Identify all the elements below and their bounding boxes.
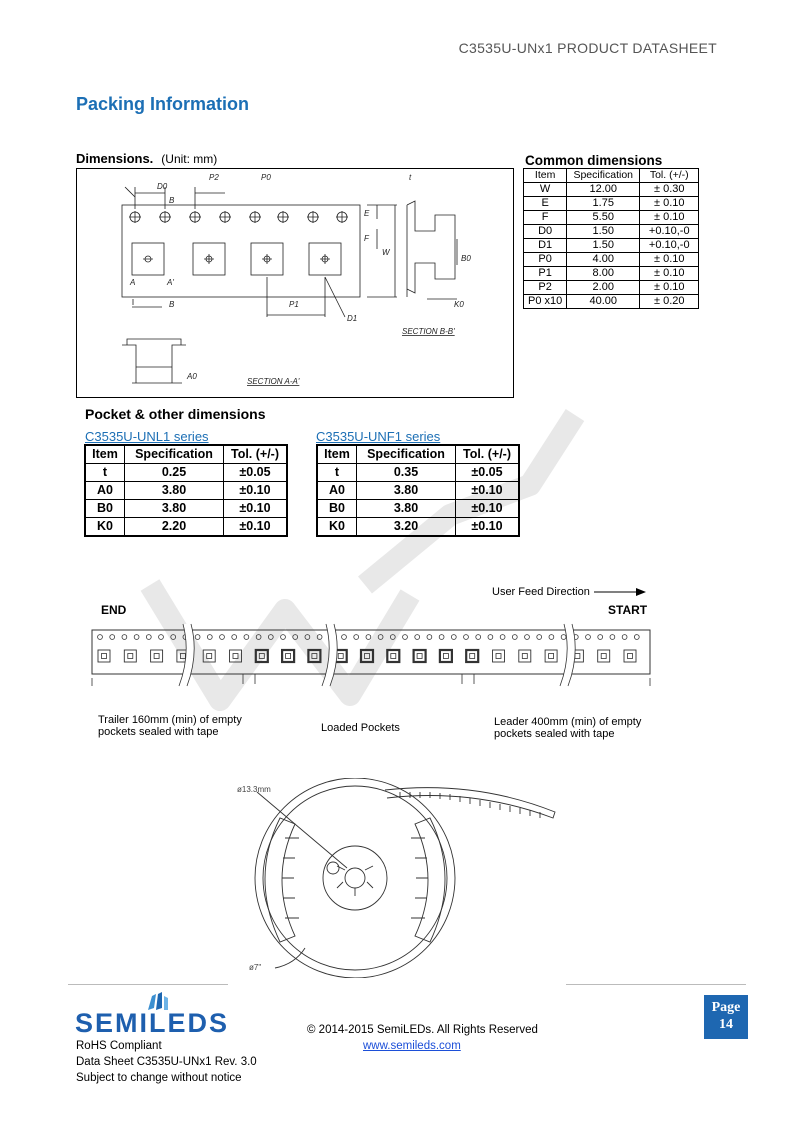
sprocket-hole bbox=[98, 635, 103, 640]
table-row bbox=[317, 500, 519, 518]
leader-description bbox=[494, 716, 641, 740]
footer-divider-left bbox=[68, 984, 228, 985]
label-e: E bbox=[364, 209, 370, 218]
cell-spec: 3.80 bbox=[357, 500, 456, 518]
cell-tol: ±0.05 bbox=[456, 464, 520, 482]
label-t: t bbox=[409, 173, 412, 182]
sprocket-hole bbox=[134, 635, 139, 640]
pocket-table-unl1 bbox=[84, 444, 288, 537]
sprocket-hole bbox=[488, 635, 493, 640]
cell-item: B0 bbox=[85, 500, 125, 518]
label-p1: P1 bbox=[289, 300, 299, 309]
sprocket-hole bbox=[476, 635, 481, 640]
table-row bbox=[524, 225, 699, 239]
label-p2: P2 bbox=[209, 173, 219, 182]
common-dimensions-table bbox=[523, 168, 699, 309]
sprocket-hole bbox=[293, 635, 298, 640]
header-item: Item bbox=[85, 445, 125, 464]
sprocket-hole bbox=[207, 635, 212, 640]
cell-spec: 0.35 bbox=[357, 464, 456, 482]
page-number-badge bbox=[704, 995, 748, 1039]
carrier-tape-diagram bbox=[88, 622, 654, 688]
cell-spec: 8.00 bbox=[567, 267, 640, 281]
cell-tol: ±0.10 bbox=[224, 518, 288, 537]
sprocket-hole bbox=[537, 635, 542, 640]
cell-item: B0 bbox=[317, 500, 357, 518]
cell-item: D1 bbox=[524, 239, 567, 253]
table-row bbox=[524, 239, 699, 253]
header-spec: Specification bbox=[357, 445, 456, 464]
cell-item: K0 bbox=[317, 518, 357, 537]
footer-divider-right bbox=[566, 984, 746, 985]
label-b-bottom: B bbox=[169, 300, 175, 309]
table-row bbox=[524, 267, 699, 281]
header-item: Item bbox=[317, 445, 357, 464]
label-d1: D1 bbox=[347, 314, 358, 323]
cell-spec: 3.80 bbox=[125, 482, 224, 500]
tape-start-label: START bbox=[608, 603, 648, 617]
sprocket-hole bbox=[159, 635, 164, 640]
trailer-description bbox=[98, 714, 242, 738]
label-w: W bbox=[382, 248, 390, 257]
sprocket-hole bbox=[451, 635, 456, 640]
table-row bbox=[85, 518, 287, 537]
sprocket-hole bbox=[427, 635, 432, 640]
page-number: 14 bbox=[719, 1017, 733, 1032]
cell-item: P1 bbox=[524, 267, 567, 281]
cell-item: P2 bbox=[524, 281, 567, 295]
copyright-text: © 2014-2015 SemiLEDs. All Rights Reserved bbox=[307, 1024, 538, 1036]
cell-spec: 12.00 bbox=[567, 183, 640, 197]
loaded-pocket bbox=[256, 650, 268, 662]
table-header-row bbox=[317, 445, 519, 464]
sprocket-hole bbox=[281, 635, 286, 640]
header-tol: Tol. (+/-) bbox=[456, 445, 520, 464]
empty-pocket bbox=[545, 650, 557, 662]
cell-tol: ± 0.10 bbox=[640, 211, 699, 225]
cell-spec: 0.25 bbox=[125, 464, 224, 482]
sprocket-hole bbox=[439, 635, 444, 640]
cell-spec: 4.00 bbox=[567, 253, 640, 267]
dimensions-drawing bbox=[76, 168, 514, 398]
table-row bbox=[524, 183, 699, 197]
sprocket-hole bbox=[244, 635, 249, 640]
label-p0: P0 bbox=[261, 173, 271, 182]
label-section-aa: SECTION A-A' bbox=[247, 377, 300, 386]
semileds-logo: SEMILEDS bbox=[75, 1008, 230, 1038]
label-section-bb: SECTION B-B' bbox=[402, 327, 455, 336]
sprocket-hole bbox=[622, 635, 627, 640]
common-dimensions-title: Common dimensions bbox=[525, 153, 663, 168]
sprocket-hole bbox=[390, 635, 395, 640]
sprocket-hole bbox=[354, 635, 359, 640]
cell-item: E bbox=[524, 197, 567, 211]
cell-spec: 3.80 bbox=[357, 482, 456, 500]
cell-spec: 3.20 bbox=[357, 518, 456, 537]
header-tol: Tol. (+/-) bbox=[224, 445, 288, 464]
table-row bbox=[85, 500, 287, 518]
table-row bbox=[317, 518, 519, 537]
footer-left-block bbox=[76, 1038, 257, 1086]
section-title: Packing Information bbox=[76, 94, 250, 114]
sprocket-hole bbox=[110, 635, 115, 640]
cell-spec: 1.50 bbox=[567, 225, 640, 239]
label-a: A bbox=[130, 278, 136, 287]
dimensions-label-text: Dimensions. bbox=[76, 151, 154, 166]
cell-item: A0 bbox=[317, 482, 357, 500]
pocket-dimensions-title: Pocket & other dimensions bbox=[85, 406, 266, 422]
empty-pocket bbox=[151, 650, 163, 662]
sprocket-hole bbox=[171, 635, 176, 640]
cell-item: D0 bbox=[524, 225, 567, 239]
cell-tol: +0.10,-0 bbox=[640, 225, 699, 239]
sprocket-hole bbox=[122, 635, 127, 640]
empty-pocket bbox=[124, 650, 136, 662]
cell-tol: ± 0.10 bbox=[640, 267, 699, 281]
label-b0: B0 bbox=[461, 254, 471, 263]
cell-tol: ±0.10 bbox=[224, 482, 288, 500]
cell-tol: ±0.10 bbox=[456, 500, 520, 518]
sprocket-hole bbox=[549, 635, 554, 640]
sprocket-hole bbox=[146, 635, 151, 640]
sprocket-hole bbox=[525, 635, 530, 640]
leader-line-1: Leader 400mm (min) of empty bbox=[494, 716, 642, 728]
tape-end-label: END bbox=[101, 603, 127, 617]
tape-dimension-diagram bbox=[77, 169, 513, 397]
sprocket-hole bbox=[512, 635, 517, 640]
empty-pocket bbox=[598, 650, 610, 662]
sprocket-hole bbox=[403, 635, 408, 640]
cell-tol: ± 0.10 bbox=[640, 253, 699, 267]
reel-diameter-dimension: ø7" bbox=[249, 963, 262, 972]
sprocket-hole bbox=[232, 635, 237, 640]
loaded-pocket bbox=[466, 650, 478, 662]
loaded-pocket bbox=[361, 650, 373, 662]
label-k0: K0 bbox=[454, 300, 464, 309]
empty-pocket bbox=[203, 650, 215, 662]
cell-tol: ± 0.10 bbox=[640, 197, 699, 211]
table-row bbox=[317, 482, 519, 500]
label-a-prime: A' bbox=[167, 278, 174, 287]
series-unf1-link[interactable]: C3535U-UNF1 series bbox=[316, 429, 441, 444]
cell-spec: 1.75 bbox=[567, 197, 640, 211]
loaded-pockets-label: Loaded Pockets bbox=[321, 722, 400, 734]
trailer-line-2: pockets sealed with tape bbox=[98, 726, 219, 738]
dimensions-label bbox=[76, 151, 217, 166]
loaded-pocket bbox=[414, 650, 426, 662]
empty-pocket bbox=[493, 650, 505, 662]
reel-hub-dimension: ø13.3mm bbox=[237, 785, 271, 794]
cell-tol: ± 0.30 bbox=[640, 183, 699, 197]
feed-direction-label: User Feed Direction bbox=[492, 586, 590, 598]
empty-pocket bbox=[230, 650, 242, 662]
label-a0: A0 bbox=[187, 372, 197, 381]
cell-item: A0 bbox=[85, 482, 125, 500]
sprocket-hole bbox=[415, 635, 420, 640]
loaded-pocket bbox=[308, 650, 320, 662]
sprocket-hole bbox=[598, 635, 603, 640]
sprocket-hole bbox=[268, 635, 273, 640]
cell-tol: +0.10,-0 bbox=[640, 239, 699, 253]
table-row bbox=[85, 482, 287, 500]
sprocket-hole bbox=[317, 635, 322, 640]
cell-tol: ± 0.10 bbox=[640, 281, 699, 295]
dimensions-unit: (Unit: mm) bbox=[161, 152, 218, 166]
feed-direction-arrow-icon bbox=[592, 586, 648, 598]
table-row bbox=[317, 464, 519, 482]
sprocket-hole bbox=[378, 635, 383, 640]
table-row bbox=[524, 295, 699, 309]
header-spec: Specification bbox=[125, 445, 224, 464]
header-item: Item bbox=[524, 169, 567, 183]
cell-spec: 2.00 bbox=[567, 281, 640, 295]
cell-tol: ±0.10 bbox=[456, 482, 520, 500]
loaded-pocket bbox=[387, 650, 399, 662]
sprocket-hole bbox=[500, 635, 505, 640]
change-notice: Subject to change without notice bbox=[76, 1072, 242, 1084]
header-tol: Tol. (+/-) bbox=[640, 169, 699, 183]
cell-spec: 1.50 bbox=[567, 239, 640, 253]
trailer-line-1: Trailer 160mm (min) of empty bbox=[98, 714, 242, 726]
document-header: C3535U-UNx1 PRODUCT DATASHEET bbox=[458, 40, 717, 56]
label-f: F bbox=[364, 234, 369, 243]
cell-item: W bbox=[524, 183, 567, 197]
sprocket-hole bbox=[561, 635, 566, 640]
table-row bbox=[524, 211, 699, 225]
table-row bbox=[524, 281, 699, 295]
empty-pocket bbox=[519, 650, 531, 662]
pocket-table-unf1 bbox=[316, 444, 520, 537]
cell-spec: 3.80 bbox=[125, 500, 224, 518]
sprocket-hole bbox=[342, 635, 347, 640]
reel-diagram bbox=[225, 778, 575, 978]
header-spec: Specification bbox=[567, 169, 640, 183]
sprocket-hole bbox=[634, 635, 639, 640]
cell-item: K0 bbox=[85, 518, 125, 537]
sprocket-hole bbox=[366, 635, 371, 640]
sprocket-hole bbox=[464, 635, 469, 640]
sprocket-hole bbox=[610, 635, 615, 640]
cell-item: t bbox=[85, 464, 125, 482]
cell-spec: 40.00 bbox=[567, 295, 640, 309]
rohs-text: RoHS Compliant bbox=[76, 1040, 162, 1052]
table-header-row bbox=[524, 169, 699, 183]
empty-pocket bbox=[624, 650, 636, 662]
cell-tol: ±0.05 bbox=[224, 464, 288, 482]
sprocket-hole bbox=[305, 635, 310, 640]
table-row bbox=[524, 197, 699, 211]
cell-item: P0 bbox=[524, 253, 567, 267]
table-header-row bbox=[85, 445, 287, 464]
page-label: Page bbox=[711, 1000, 741, 1015]
sprocket-hole bbox=[256, 635, 261, 640]
leader-line-2: pockets sealed with tape bbox=[494, 728, 615, 740]
cell-item: t bbox=[317, 464, 357, 482]
sprocket-hole bbox=[195, 635, 200, 640]
cell-tol: ±0.10 bbox=[456, 518, 520, 537]
loaded-pocket bbox=[282, 650, 294, 662]
sprocket-hole bbox=[220, 635, 225, 640]
label-d0: D0 bbox=[157, 182, 168, 191]
cell-tol: ± 0.20 bbox=[640, 295, 699, 309]
label-b-top: B bbox=[169, 196, 175, 205]
loaded-pocket bbox=[440, 650, 452, 662]
cell-spec: 2.20 bbox=[125, 518, 224, 537]
cell-tol: ±0.10 bbox=[224, 500, 288, 518]
empty-pocket bbox=[98, 650, 110, 662]
series-unl1-link[interactable]: C3535U-UNL1 series bbox=[85, 429, 209, 444]
cell-spec: 5.50 bbox=[567, 211, 640, 225]
datasheet-revision: Data Sheet C3535U-UNx1 Rev. 3.0 bbox=[76, 1056, 257, 1068]
table-row bbox=[524, 253, 699, 267]
website-link[interactable]: www.semileds.com bbox=[363, 1040, 461, 1052]
cell-item: P0 x10 bbox=[524, 295, 567, 309]
sprocket-hole bbox=[586, 635, 591, 640]
table-row bbox=[85, 464, 287, 482]
cell-item: F bbox=[524, 211, 567, 225]
